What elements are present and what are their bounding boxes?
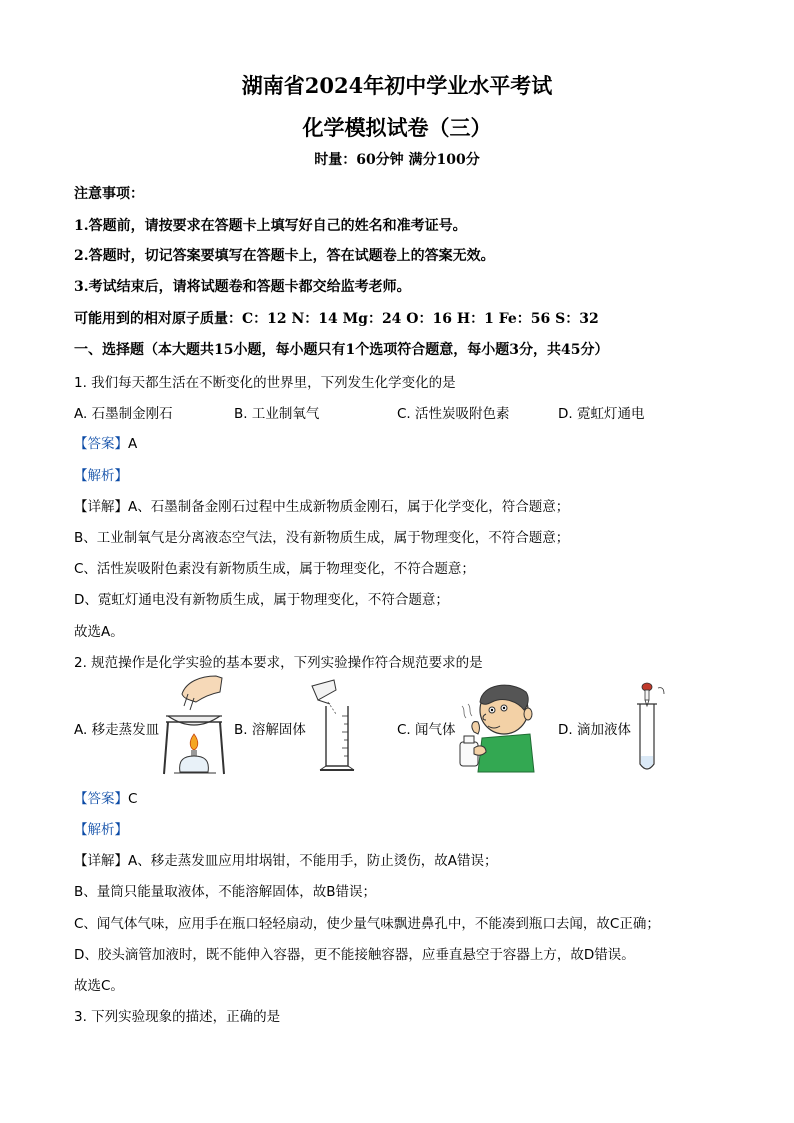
question-2-option-c: C. 闻气体 [397,722,456,738]
question-3-stem: 3. 下列实验现象的描述，正确的是 [74,1009,281,1025]
question-1-detail-4: D、霓虹灯通电没有新物质生成，属于物理变化，不符合题意； [74,592,449,608]
atomic-masses: 可能用到的相对原子质量：C：12 N：14 Mg：24 O：16 H：1 Fe：56 S：32 [74,311,599,327]
question-1-stem: 1. 我们每天都生活在不断变化的世界里，下列发生化学变化的是 [74,375,456,391]
question-2-answer [74,787,137,807]
notes-heading: 注意事项： [74,186,144,202]
analysis-label: 【解析】 [74,468,128,484]
graduated-cylinder-illustration [308,678,358,774]
question-1-answer [74,432,137,452]
time-info: 时量：60分钟 满分100分 [314,152,480,168]
question-2-stem: 2. 规范操作是化学实验的基本要求，下列实验操作符合规范要求的是 [74,655,483,671]
analysis-label: 【解析】 [74,822,128,838]
question-2-option-d: D. 滴加液体 [558,722,631,738]
question-2-option-b: B. 溶解固体 [234,722,306,738]
question-2-detail-4: D、胶头滴管加液时，既不能伸入容器，更不能接触容器，应垂直悬空于容器上方，故D错误。 [74,947,635,963]
question-2-option-a: A. 移走蒸发皿 [74,722,160,738]
exam-subtitle: 化学模拟试卷（三） [302,115,492,140]
exam-title: 湖南省2024年初中学业水平考试 [241,73,553,98]
answer-value: A [128,436,138,452]
question-1-conclusion: 故选A。 [74,624,124,640]
question-1-analysis-label [74,464,128,484]
dropper-test-tube-illustration [634,682,670,772]
answer-value: C [128,791,138,807]
question-1-option-d: D. 霓虹灯通电 [558,406,645,422]
question-1-detail-1: 【详解】A、石墨制备金刚石过程中生成新物质金刚石，属于化学变化，符合题意； [74,499,570,515]
question-1-detail-3: C、活性炭吸附色素没有新物质生成，属于物理变化，不符合题意； [74,561,475,577]
answer-label: 【答案】 [74,436,128,452]
answer-label: 【答案】 [74,791,128,807]
question-1-detail-2: B、工业制氧气是分离液态空气法，没有新物质生成，属于物理变化，不符合题意； [74,530,570,546]
question-2-conclusion: 故选C。 [74,978,124,994]
question-2-detail-2: B、量筒只能量取液体，不能溶解固体，故B错误； [74,884,377,900]
question-2-detail-3: C、闻气体气味，应用手在瓶口轻轻扇动，使少量气味飘进鼻孔中，不能凑到瓶口去闻，故C正确； [74,916,660,932]
question-2-detail-1: 【详解】A、移走蒸发皿应用坩埚钳，不能用手，防止烫伤，故A错误； [74,853,498,869]
question-1-option-c: C. 活性炭吸附色素 [397,406,510,422]
note-item-1: 1.答题前，请按要求在答题卡上填写好自己的姓名和准考证号。 [74,218,467,234]
note-item-2: 2.答题时，切记答案要填写在答题卡上，答在试题卷上的答案无效。 [74,248,495,264]
note-item-3: 3.考试结束后，请将试题卷和答题卡都交给监考老师。 [74,279,411,295]
section-heading: 一、选择题（本大题共15小题，每小题只有1个选项符合题意，每小题3分，共45分） [74,342,609,358]
smelling-gas-illustration [452,680,536,772]
question-1-option-b: B. 工业制氧气 [234,406,320,422]
question-2-analysis-label [74,818,128,838]
question-1-option-a: A. 石墨制金刚石 [74,406,173,422]
evaporating-dish-illustration [160,672,228,776]
